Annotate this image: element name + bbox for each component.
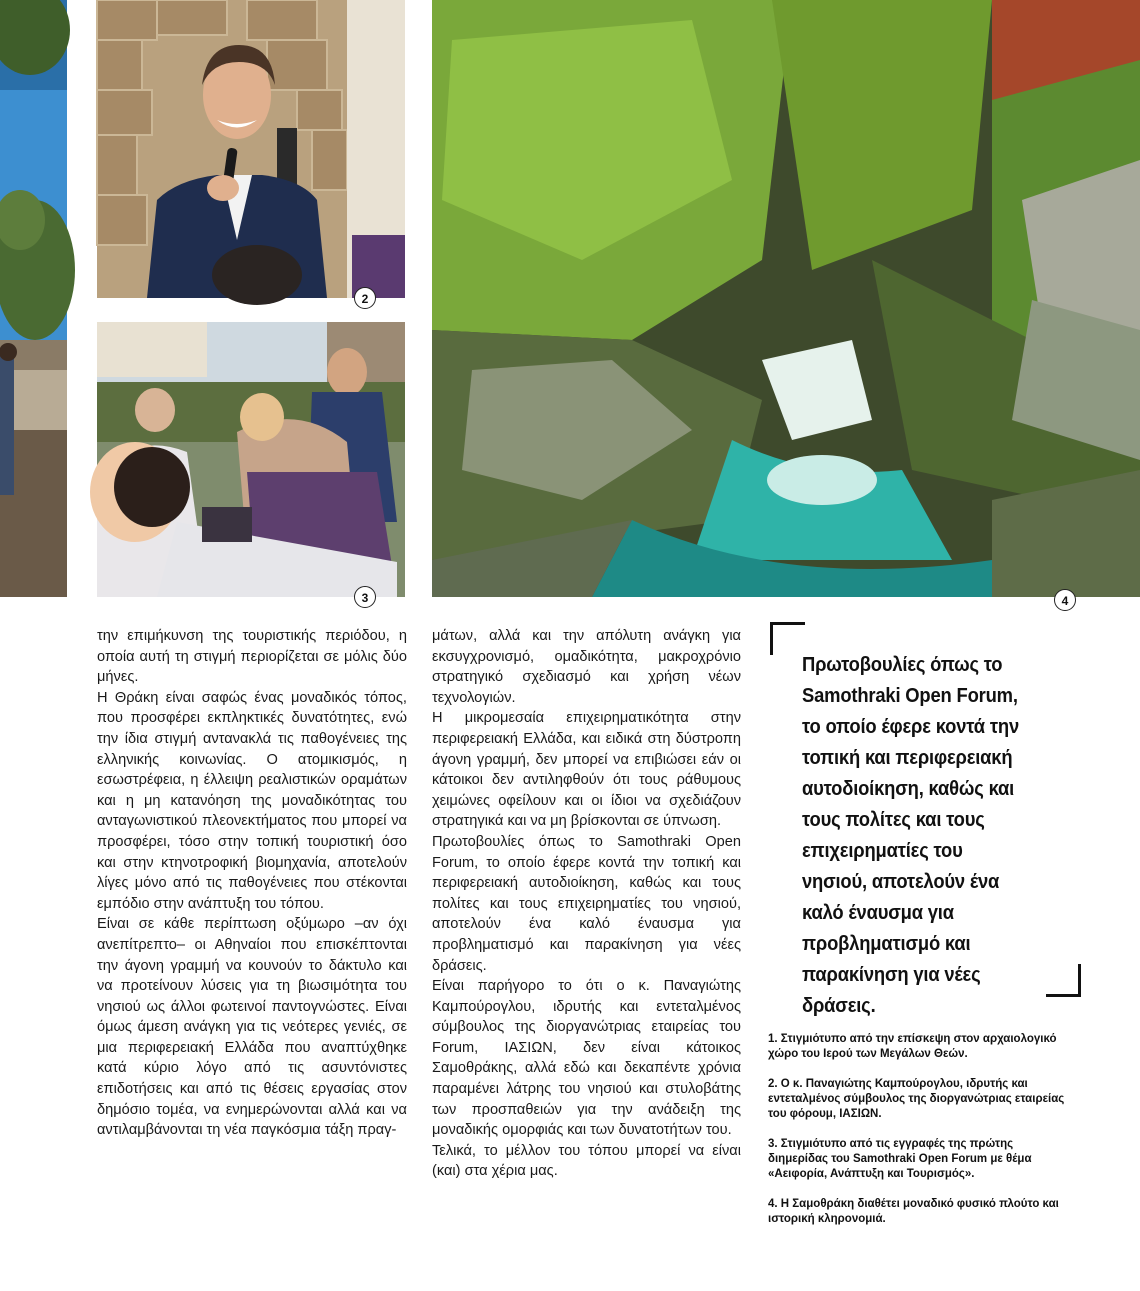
caption: 3. Στιγμιότυπο από τις εγγραφές της πρώτης διημερίδας του Samothraki Open Forum με θέμα «Αειφορία, Ανάπτυξη και Τουρισμός». — [768, 1138, 1032, 1180]
paragraph: Η μικρομεσαία επιχειρηματικότητα στην περιφερειακή Ελλάδα, και ειδικά στη δύστροπη άγονη γραμμή, δεν μπορεί να επιβιώσει εάν οι κάτοικοι δεν αντιληφθούν ότι τους ράθυμους χειμώνες οφείλουν και οι ίδιοι να σχεδιάζουν στρατηγικά και να μη βρίσκονται σε ύπνωση. — [432, 710, 741, 830]
paragraph: Είναι σε κάθε περίπτωση οξύμωρο –αν όχι ανεπίτρεπτο– οι Αθηναίοι που επισκέπτονται την άγονη γραμμή να κουνούν το δάκτυλο και να προτείνουν λύσεις για τη βιωσιμότητα του νησιού ως άλλοι φωτεινοί παντογνώστες. Είναι όμως άμεση ανάγκη για τις νεότερες γενιές, σε μια περιφερειακή Ελλάδα που αναπτύχθηκε κατά κύριο λόγο από τις ασυντόνιστες επιδοτήσεις και από τις θέσεις εργασίας στον δημόσιο τομέα, να ενημερώνονται αλλά και να αντιλαμβάνονται τη νέα παγκόσμια τάξη πραγ- — [97, 916, 407, 1139]
article-column-2 — [432, 626, 741, 1182]
photo-3-registration — [97, 322, 405, 605]
paragraph: Είναι παρήγορο το ότι ο κ. Παναγιώτης Καμπούρογλου, ιδρυτής και εντεταλμένος σύμβουλος της διοργανώτριας εταιρείας του Forum, ΙΑΣΙΩΝ, δεν είναι κάτοικος Σαμοθράκης, αλλά εδώ και δεκαπέντε χρόνια παραμένει λάτρης του νησιού και στυλοβάτης των προσπαθειών για την ανάδειξη της μοναδικής ομορφιάς και των δυνατοτήτων του. — [432, 978, 741, 1139]
article-column-1 — [97, 626, 407, 1141]
paragraph: μάτων, αλλά και την απόλυτη ανάγκη για εκσυγχρονισμό, ομαδικότητα, μακροχρόνιο στρατηγικό σχεδιασμό και χρήση νέων τεχνολογιών. — [432, 628, 741, 706]
photo-number-badge: 4 — [1054, 589, 1076, 611]
photo-number-badge: 2 — [354, 287, 376, 309]
caption: 2. Ο κ. Παναγιώτης Καμπούρογλου, ιδρυτής και εντεταλμένος σύμβουλος της διοργανώτριας εταιρείας του φόρουμ, ΙΑΣΙΩΝ. — [768, 1078, 1065, 1120]
photo-captions — [768, 1032, 1068, 1242]
paragraph: Πρωτοβουλίες όπως το Samothraki Open Forum, το οποίο έφερε κοντά την τοπική και περιφερειακή αυτοδιοίκηση, καθώς και τους πολίτες και τους επιχειρηματίες του νησιού, αποτελούν ένα καλό έναυσμα για προβληματισμό και παρακίνηση για νέες δράσεις. — [432, 833, 741, 974]
quote-bracket-open — [770, 622, 805, 655]
photo-2-speaker — [97, 0, 405, 306]
pull-quote: Πρωτοβουλίες όπως το Samothraki Open Forum, το οποίο έφερε κοντά την τοπική και περιφερειακή αυτοδιοίκηση, καθώς και τους πολίτες και τους επιχειρηματίες του νησιού, αποτελούν ένα καλό έναυσμα για προβληματισμό και παρακίνηση για νέες δράσεις. — [802, 654, 1020, 1017]
paragraph: Τελικά, το μέλλον του τόπου μπορεί να είναι (και) στα χέρια μας. — [432, 1142, 741, 1180]
caption: 4. Η Σαμοθράκη διαθέτει μοναδικό φυσικό πλούτο και ιστορική κληρονομιά. — [768, 1198, 1059, 1225]
photo-1-archaeological-site — [0, 0, 67, 597]
photo-4-waterfall — [432, 0, 1140, 608]
caption: 1. Στιγμιότυπο από την επίσκεψη στον αρχαιολογικό χώρο του Ιερού των Μεγάλων Θεών. — [768, 1033, 1057, 1060]
photo-number-badge: 3 — [354, 586, 376, 608]
paragraph: την επιμήκυνση της τουριστικής περιόδου, η οποία αυτή τη στιγμή περιορίζεται σε μόλις δύο μήνες. — [97, 628, 407, 686]
quote-bracket-close — [1046, 964, 1081, 997]
paragraph: Η Θράκη είναι σαφώς ένας μοναδικός τόπος, που προσφέρει εκπληκτικές δυνατότητες, ενώ την ίδια στιγμή αντανακλά τις παθογένειες της ελληνικής κοινωνίας. Ο ατομικισμός, η εσωστρέφεια, η έλλειψη ρεαλιστικών οραμάτων και η μη κατανόηση της μοναδικότητας του ανταγωνιστικού πλεονεκτήματος που μπορεί να προσφέρει, τόσο στην τοπική τουριστική όσο και στην κτηνοτροφική βιομηχανία, αποτελούν λίγες μόνο από τις παθογένειες που στέκονται εμπόδιο στην ανάπτυξη του τόπου. — [97, 689, 407, 912]
